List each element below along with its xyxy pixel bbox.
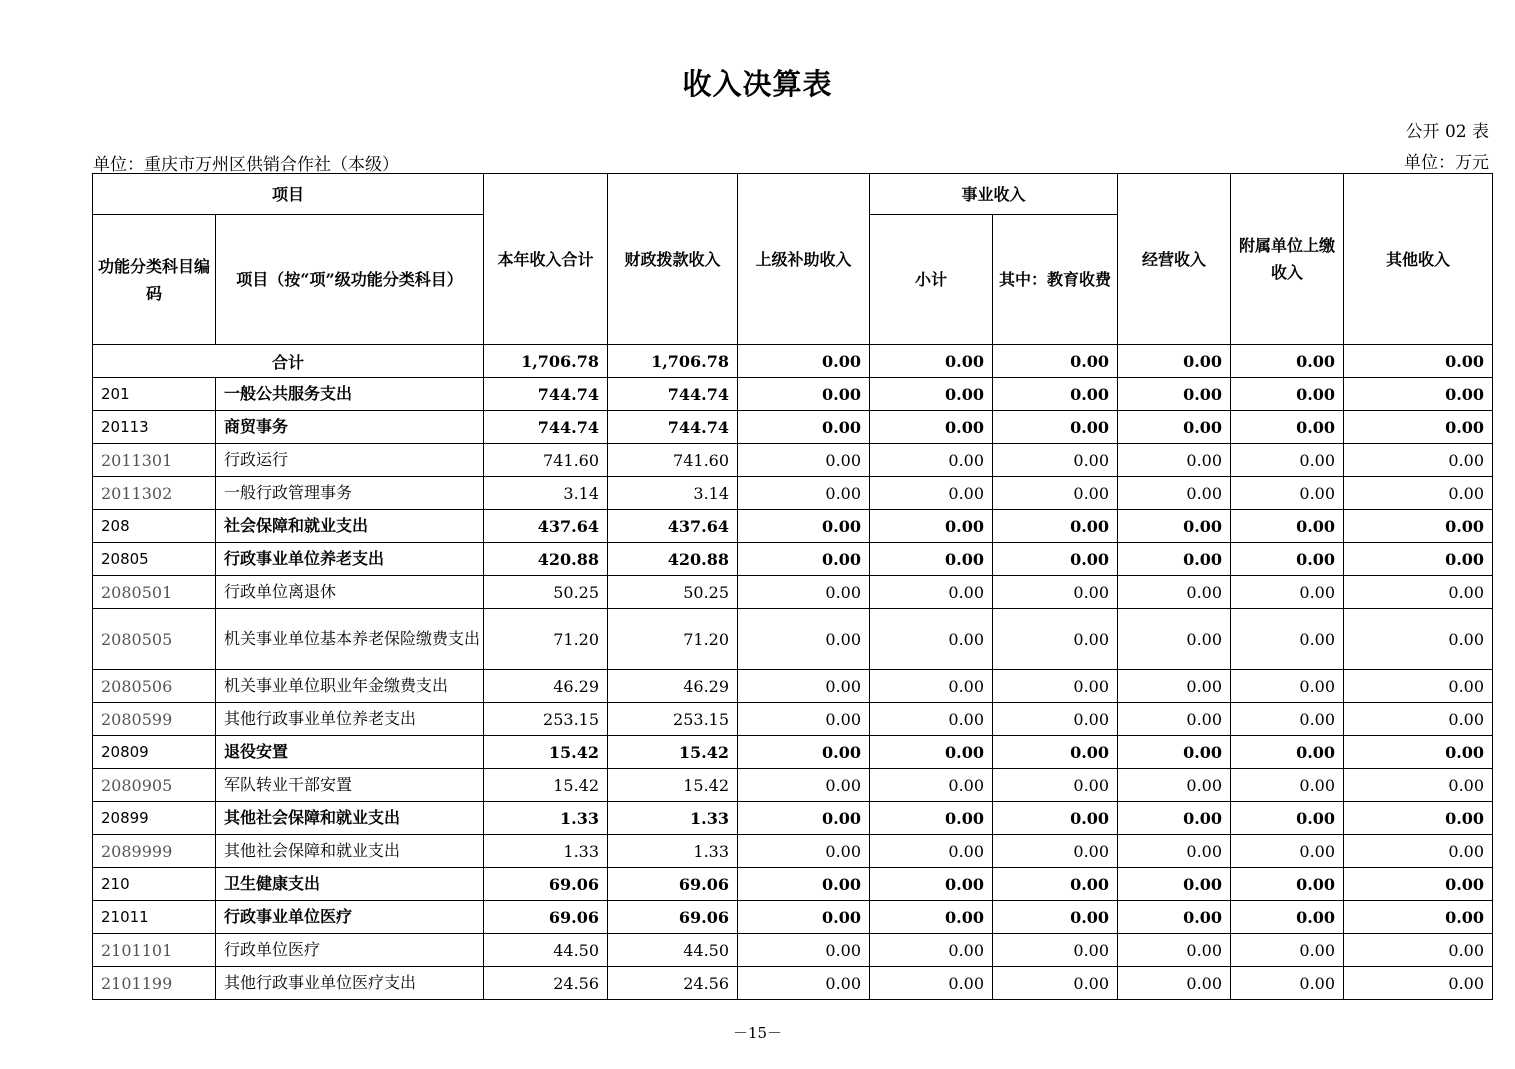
row-value: 0.00 — [870, 477, 993, 510]
row-value: 0.00 — [1344, 477, 1493, 510]
total-value: 0.00 — [870, 345, 993, 378]
row-value: 71.20 — [608, 609, 738, 670]
row-code: 2080506 — [93, 670, 216, 703]
row-value: 0.00 — [870, 802, 993, 835]
row-name: 行政单位医疗 — [216, 934, 484, 967]
row-value: 0.00 — [1231, 609, 1344, 670]
row-value: 0.00 — [993, 444, 1118, 477]
row-value: 0.00 — [1118, 736, 1231, 769]
total-value: 0.00 — [1118, 345, 1231, 378]
row-value: 0.00 — [1344, 670, 1493, 703]
row-code: 20809 — [93, 736, 216, 769]
row-value: 0.00 — [1344, 444, 1493, 477]
row-code: 2080505 — [93, 609, 216, 670]
table-row — [93, 444, 1493, 477]
row-value: 0.00 — [1118, 934, 1231, 967]
row-name: 其他行政事业单位医疗支出 — [216, 967, 484, 1000]
row-name: 机关事业单位基本养老保险缴费支出 — [216, 609, 484, 670]
row-value: 0.00 — [1344, 609, 1493, 670]
row-value: 0.00 — [1231, 477, 1344, 510]
row-code: 2089999 — [93, 835, 216, 868]
row-code: 201 — [93, 378, 216, 411]
row-value: 744.74 — [484, 411, 608, 444]
table-row — [93, 411, 1493, 444]
table-row — [93, 967, 1493, 1000]
row-value: 0.00 — [1344, 576, 1493, 609]
row-value: 0.00 — [993, 934, 1118, 967]
row-value: 0.00 — [1231, 736, 1344, 769]
header-other: 其他收入 — [1344, 174, 1493, 345]
row-value: 50.25 — [484, 576, 608, 609]
row-name: 一般行政管理事务 — [216, 477, 484, 510]
table-row — [93, 736, 1493, 769]
total-row — [93, 345, 1493, 378]
row-code: 2080599 — [93, 703, 216, 736]
page-number: －15－ — [732, 1024, 783, 1042]
row-name: 其他行政事业单位养老支出 — [216, 703, 484, 736]
table-row — [93, 670, 1493, 703]
row-value: 0.00 — [1344, 835, 1493, 868]
row-value: 0.00 — [1118, 802, 1231, 835]
row-value: 15.42 — [484, 769, 608, 802]
row-value: 0.00 — [993, 670, 1118, 703]
row-name: 其他社会保障和就业支出 — [216, 835, 484, 868]
row-value: 0.00 — [738, 901, 870, 934]
header-operating: 经营收入 — [1118, 174, 1231, 345]
row-value: 0.00 — [1231, 934, 1344, 967]
row-value: 0.00 — [870, 901, 993, 934]
row-value: 0.00 — [993, 835, 1118, 868]
row-value: 50.25 — [608, 576, 738, 609]
row-value: 0.00 — [738, 543, 870, 576]
row-code: 2101199 — [93, 967, 216, 1000]
row-value: 0.00 — [1231, 510, 1344, 543]
table-number: 公开 02 表 — [1405, 122, 1489, 142]
row-value: 46.29 — [608, 670, 738, 703]
row-value: 0.00 — [870, 868, 993, 901]
row-value: 0.00 — [1344, 510, 1493, 543]
row-value: 0.00 — [993, 477, 1118, 510]
header-career: 事业收入 — [870, 174, 1118, 215]
row-value: 0.00 — [1231, 802, 1344, 835]
row-value: 0.00 — [870, 967, 993, 1000]
row-value: 0.00 — [993, 609, 1118, 670]
row-value: 0.00 — [870, 411, 993, 444]
row-name: 机关事业单位职业年金缴费支出 — [216, 670, 484, 703]
row-value: 0.00 — [738, 802, 870, 835]
row-value: 0.00 — [993, 967, 1118, 1000]
row-value: 0.00 — [1344, 703, 1493, 736]
table-row — [93, 543, 1493, 576]
row-value: 0.00 — [1118, 868, 1231, 901]
row-value: 0.00 — [993, 378, 1118, 411]
row-value: 420.88 — [484, 543, 608, 576]
row-value: 0.00 — [1344, 411, 1493, 444]
table-row — [93, 477, 1493, 510]
row-value: 15.42 — [484, 736, 608, 769]
row-value: 0.00 — [993, 703, 1118, 736]
row-value: 0.00 — [1344, 543, 1493, 576]
row-name: 退役安置 — [216, 736, 484, 769]
row-value: 1.33 — [484, 802, 608, 835]
row-value: 15.42 — [608, 736, 738, 769]
row-value: 0.00 — [738, 378, 870, 411]
row-value: 0.00 — [993, 769, 1118, 802]
row-value: 1.33 — [608, 835, 738, 868]
row-value: 69.06 — [484, 901, 608, 934]
row-value: 0.00 — [1231, 444, 1344, 477]
row-value: 0.00 — [1231, 835, 1344, 868]
row-value: 69.06 — [484, 868, 608, 901]
row-value: 0.00 — [993, 802, 1118, 835]
row-name: 军队转业干部安置 — [216, 769, 484, 802]
row-value: 24.56 — [484, 967, 608, 1000]
header-superior: 上级补助收入 — [738, 174, 870, 345]
row-code: 2080501 — [93, 576, 216, 609]
row-name: 商贸事务 — [216, 411, 484, 444]
row-value: 0.00 — [1231, 703, 1344, 736]
table-row — [93, 609, 1493, 670]
row-name: 社会保障和就业支出 — [216, 510, 484, 543]
table-header — [93, 174, 1493, 345]
row-value: 1.33 — [484, 835, 608, 868]
table-row — [93, 802, 1493, 835]
unit-organization: 单位：重庆市万州区供销合作社（本级） — [93, 155, 399, 175]
header-func-code: 功能分类科目编码 — [93, 215, 216, 345]
row-value: 0.00 — [870, 378, 993, 411]
row-value: 0.00 — [738, 510, 870, 543]
row-value: 0.00 — [870, 444, 993, 477]
row-value: 0.00 — [993, 736, 1118, 769]
total-value: 0.00 — [738, 345, 870, 378]
row-value: 0.00 — [738, 934, 870, 967]
row-value: 420.88 — [608, 543, 738, 576]
row-value: 744.74 — [608, 378, 738, 411]
row-value: 0.00 — [993, 901, 1118, 934]
row-code: 2080905 — [93, 769, 216, 802]
row-value: 0.00 — [738, 769, 870, 802]
row-value: 1.33 — [608, 802, 738, 835]
table-row — [93, 934, 1493, 967]
table-row — [93, 703, 1493, 736]
row-value: 0.00 — [1231, 769, 1344, 802]
table-body — [93, 345, 1493, 1000]
row-code: 208 — [93, 510, 216, 543]
row-value: 3.14 — [484, 477, 608, 510]
row-value: 437.64 — [608, 510, 738, 543]
row-value: 0.00 — [1231, 670, 1344, 703]
row-value: 0.00 — [738, 868, 870, 901]
row-value: 0.00 — [1344, 736, 1493, 769]
row-value: 3.14 — [608, 477, 738, 510]
total-value: 0.00 — [993, 345, 1118, 378]
row-value: 0.00 — [1118, 901, 1231, 934]
row-value: 44.50 — [608, 934, 738, 967]
row-value: 741.60 — [484, 444, 608, 477]
row-value: 0.00 — [1344, 934, 1493, 967]
header-subtotal: 小计 — [870, 215, 993, 345]
row-name: 行政事业单位医疗 — [216, 901, 484, 934]
table-row — [93, 769, 1493, 802]
header-project: 项目 — [93, 174, 484, 215]
row-value: 744.74 — [608, 411, 738, 444]
row-value: 0.00 — [870, 835, 993, 868]
row-value: 46.29 — [484, 670, 608, 703]
row-code: 20899 — [93, 802, 216, 835]
header-education: 其中：教育收费 — [993, 215, 1118, 345]
total-value: 1,706.78 — [608, 345, 738, 378]
row-name: 卫生健康支出 — [216, 868, 484, 901]
row-value: 0.00 — [1118, 543, 1231, 576]
row-value: 0.00 — [738, 967, 870, 1000]
row-value: 0.00 — [1231, 868, 1344, 901]
header-affiliated: 附属单位上缴收入 — [1231, 174, 1344, 345]
row-code: 21011 — [93, 901, 216, 934]
row-value: 0.00 — [1344, 769, 1493, 802]
row-value: 71.20 — [484, 609, 608, 670]
table-row — [93, 835, 1493, 868]
row-value: 0.00 — [1118, 378, 1231, 411]
row-value: 0.00 — [1118, 609, 1231, 670]
row-value: 0.00 — [870, 736, 993, 769]
total-label: 合计 — [93, 345, 484, 378]
row-value: 0.00 — [738, 444, 870, 477]
header-fiscal: 财政拨款收入 — [608, 174, 738, 345]
row-value: 44.50 — [484, 934, 608, 967]
row-value: 0.00 — [1344, 378, 1493, 411]
row-value: 0.00 — [1118, 703, 1231, 736]
row-value: 253.15 — [608, 703, 738, 736]
row-value: 0.00 — [1344, 967, 1493, 1000]
table-row — [93, 510, 1493, 543]
row-value: 437.64 — [484, 510, 608, 543]
row-value: 0.00 — [738, 477, 870, 510]
row-value: 0.00 — [738, 609, 870, 670]
row-value: 0.00 — [993, 411, 1118, 444]
row-value: 0.00 — [870, 934, 993, 967]
row-value: 24.56 — [608, 967, 738, 1000]
total-value: 1,706.78 — [484, 345, 608, 378]
row-code: 20113 — [93, 411, 216, 444]
row-value: 253.15 — [484, 703, 608, 736]
row-value: 0.00 — [738, 576, 870, 609]
row-value: 0.00 — [1344, 868, 1493, 901]
row-value: 0.00 — [1231, 576, 1344, 609]
header-total: 本年收入合计 — [484, 174, 608, 345]
row-value: 0.00 — [738, 703, 870, 736]
total-value: 0.00 — [1344, 345, 1493, 378]
header-func-name: 项目（按“项”级功能分类科目） — [216, 215, 484, 345]
row-value: 0.00 — [1118, 576, 1231, 609]
row-value: 0.00 — [870, 576, 993, 609]
row-value: 0.00 — [1118, 510, 1231, 543]
row-code: 20805 — [93, 543, 216, 576]
row-code: 2011302 — [93, 477, 216, 510]
row-value: 0.00 — [1344, 901, 1493, 934]
row-value: 741.60 — [608, 444, 738, 477]
row-value: 744.74 — [484, 378, 608, 411]
row-value: 0.00 — [870, 703, 993, 736]
row-name: 行政运行 — [216, 444, 484, 477]
total-value: 0.00 — [1231, 345, 1344, 378]
row-value: 0.00 — [738, 411, 870, 444]
row-value: 0.00 — [1344, 802, 1493, 835]
row-value: 0.00 — [1231, 967, 1344, 1000]
row-value: 0.00 — [1231, 378, 1344, 411]
row-name: 行政事业单位养老支出 — [216, 543, 484, 576]
row-value: 0.00 — [1118, 769, 1231, 802]
row-value: 0.00 — [1231, 411, 1344, 444]
row-value: 0.00 — [738, 736, 870, 769]
row-value: 0.00 — [1231, 901, 1344, 934]
row-code: 210 — [93, 868, 216, 901]
row-value: 0.00 — [993, 868, 1118, 901]
row-value: 0.00 — [1118, 477, 1231, 510]
row-value: 0.00 — [870, 609, 993, 670]
table-row — [93, 901, 1493, 934]
row-name: 其他社会保障和就业支出 — [216, 802, 484, 835]
row-value: 0.00 — [1118, 411, 1231, 444]
row-name: 行政单位离退休 — [216, 576, 484, 609]
table-row — [93, 576, 1493, 609]
row-value: 0.00 — [870, 670, 993, 703]
row-value: 0.00 — [1231, 543, 1344, 576]
row-value: 0.00 — [738, 835, 870, 868]
row-name: 一般公共服务支出 — [216, 378, 484, 411]
row-value: 0.00 — [738, 670, 870, 703]
table-row — [93, 868, 1493, 901]
table-row — [93, 378, 1493, 411]
row-value: 0.00 — [1118, 967, 1231, 1000]
row-value: 0.00 — [993, 510, 1118, 543]
row-value: 0.00 — [1118, 670, 1231, 703]
row-value: 0.00 — [870, 769, 993, 802]
page-title: 收入决算表 — [682, 67, 833, 101]
income-table — [92, 173, 1493, 1000]
row-value: 0.00 — [870, 543, 993, 576]
row-value: 69.06 — [608, 868, 738, 901]
row-value: 15.42 — [608, 769, 738, 802]
row-value: 0.00 — [1118, 835, 1231, 868]
row-value: 0.00 — [993, 543, 1118, 576]
row-value: 0.00 — [1118, 444, 1231, 477]
row-code: 2101101 — [93, 934, 216, 967]
unit-currency: 单位：万元 — [1404, 153, 1489, 173]
row-value: 0.00 — [993, 576, 1118, 609]
row-value: 69.06 — [608, 901, 738, 934]
row-value: 0.00 — [870, 510, 993, 543]
row-code: 2011301 — [93, 444, 216, 477]
